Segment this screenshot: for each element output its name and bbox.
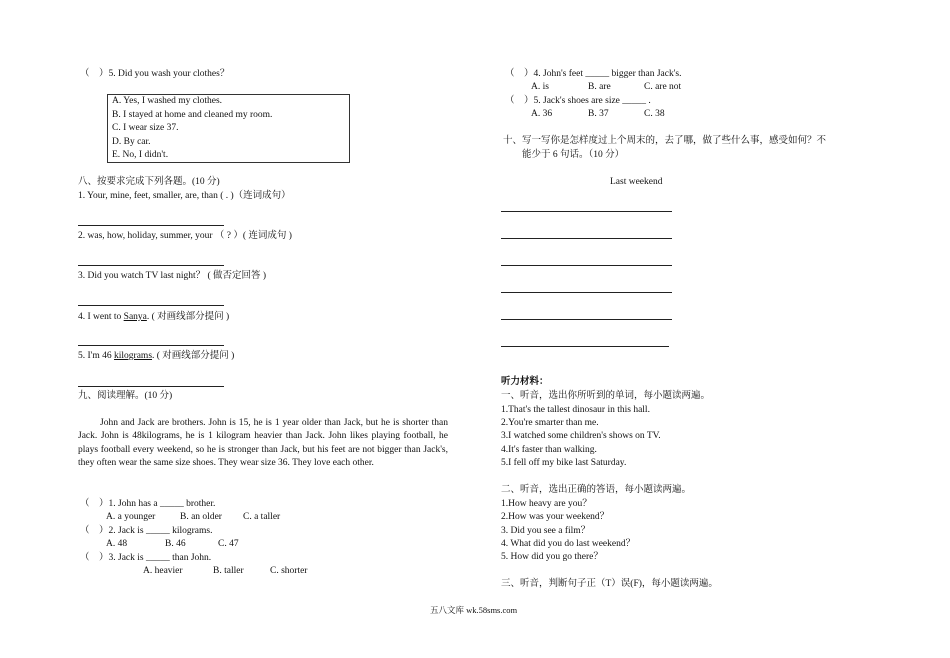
reading-q4: （ ）4. John's feet _____ bigger than Jack's. <box>505 69 682 79</box>
reading-q1: （ ）1. John has a _____ brother. <box>80 499 216 509</box>
listening-2-item: 1.How heavy are you？ <box>501 499 592 509</box>
writing-line-5[interactable] <box>501 319 672 320</box>
s8-item-2: 2. was, how, holiday, summer, your （ ? ）( 连词成句 ) <box>78 231 292 241</box>
reading-q5: （ ）5. Jack's shoes are size _____ . <box>505 96 651 106</box>
s8-item-4-underlined: Sanya <box>123 312 147 322</box>
answer-line-3[interactable] <box>78 305 224 306</box>
listening-1-item: 5.I fell off my bike last Saturday. <box>501 458 627 468</box>
writing-line-4[interactable] <box>501 292 672 293</box>
reading-q2-a: A. 48 <box>106 539 128 549</box>
reading-q2-c: C. 47 <box>218 539 239 549</box>
writing-line-1[interactable] <box>501 211 672 212</box>
reading-q3: （ ）3. Jack is _____ than John. <box>80 553 212 563</box>
listening-2-item: 3. Did you see a film？ <box>501 526 591 536</box>
s8-item-4-post: . ( 对画线部分提问 ) <box>146 312 230 322</box>
reading-passage: John and Jack are brothers. John is 15, he is 1 year older than Jack, but he is shorter than Jack. John is 48kilograms, he is 1 kilogram heavier than Jack. John likes playing football, he plays football every weekend, so he is stronger than Jack, but his feet are not bigger than Jack's, they often wear the same size shoes. They wear size 36. They love each other. <box>78 418 448 469</box>
reading-q4-c: C. are not <box>644 82 682 92</box>
writing-line-3[interactable] <box>501 265 672 266</box>
listening-1-item: 4.It's faster than walking. <box>501 445 597 455</box>
s8-item-4-pre: 4. I went to <box>78 312 124 322</box>
section-9-title: 九、阅读理解。(10 分) <box>78 391 173 401</box>
listening-1-title: 一、听音，选出你所听到的单词，每小题读两遍。 <box>501 391 711 401</box>
answer-line-1[interactable] <box>78 225 224 226</box>
reading-q4-b: B. are <box>588 82 611 92</box>
s8-item-5-underlined: kilograms <box>114 351 153 361</box>
writing-line-6[interactable] <box>501 346 669 347</box>
listening-1-item: 2.You're smarter than me. <box>501 418 599 428</box>
listening-1-item: 1.That's the tallest dinosaur in this hall. <box>501 405 650 415</box>
listening-2-item: 4. What did you do last weekend？ <box>501 539 636 549</box>
option-a: A. Yes, I washed my clothes. <box>112 96 223 106</box>
s8-item-1: 1. Your, mine, feet, smaller, are, than ( . )（连词成句） <box>78 191 291 201</box>
answer-line-5[interactable] <box>78 386 224 387</box>
reading-q4-a: A. is <box>531 82 549 92</box>
listening-2-item: 5. How did you go there？ <box>501 552 603 562</box>
section-8-title: 八、按要求完成下列各题。(10 分) <box>78 177 220 187</box>
reading-q5-c: C. 38 <box>644 109 665 119</box>
s8-item-4 <box>78 311 229 323</box>
s8-item-5-pre: 5. I'm 46 <box>78 351 115 361</box>
listening-2-item: 2.How was your weekend？ <box>501 512 610 522</box>
reading-q2-b: B. 46 <box>165 539 186 549</box>
question-5: （ ）5. Did you wash your clothes？ <box>80 69 230 79</box>
writing-line-2[interactable] <box>501 238 672 239</box>
listening-1-item: 3.I watched some children's shows on TV. <box>501 431 661 441</box>
reading-q2: （ ）2. Jack is _____ kilograms. <box>80 526 213 536</box>
reading-q1-b: B. an older <box>180 512 222 522</box>
listening-title: 听力材料： <box>501 377 549 387</box>
option-e: E. No, I didn't. <box>112 150 169 160</box>
s8-item-5 <box>78 350 234 362</box>
reading-q5-a: A. 36 <box>531 109 553 119</box>
reading-q3-c: C. shorter <box>270 566 308 576</box>
s8-item-3: 3. Did you watch TV last night？ ( 做否定回答 ) <box>78 271 267 281</box>
answer-line-4[interactable] <box>78 345 224 346</box>
answer-line-2[interactable] <box>78 265 224 266</box>
reading-q5-b: B. 37 <box>588 109 609 119</box>
s8-item-5-post: . ( 对画线部分提问 ) <box>152 351 235 361</box>
reading-q1-c: C. a taller <box>243 512 281 522</box>
option-d: D. By car. <box>112 137 151 147</box>
listening-3-title: 三、听音，判断句子正（T）误(F)，每小题读两遍。 <box>501 579 718 589</box>
section-10-title-cont: 能少于 6 句话。（10 分） <box>522 150 625 160</box>
writing-title: Last weekend <box>610 177 663 187</box>
footer-watermark: 五八文库 wk.58sms.com <box>430 605 518 615</box>
option-c: C. I wear size 37. <box>112 123 179 133</box>
listening-2-title: 二、听音，选出正确的答语，每小题读两遍。 <box>501 485 692 495</box>
reading-q3-b: B. taller <box>213 566 244 576</box>
section-10-title: 十、写一写你是怎样度过上个周末的，去了哪，做了些什么事，感受如何？不 <box>503 136 827 146</box>
reading-q1-a: A. a younger <box>106 512 156 522</box>
reading-q3-a: A. heavier <box>143 566 183 576</box>
option-b: B. I stayed at home and cleaned my room. <box>112 110 273 120</box>
